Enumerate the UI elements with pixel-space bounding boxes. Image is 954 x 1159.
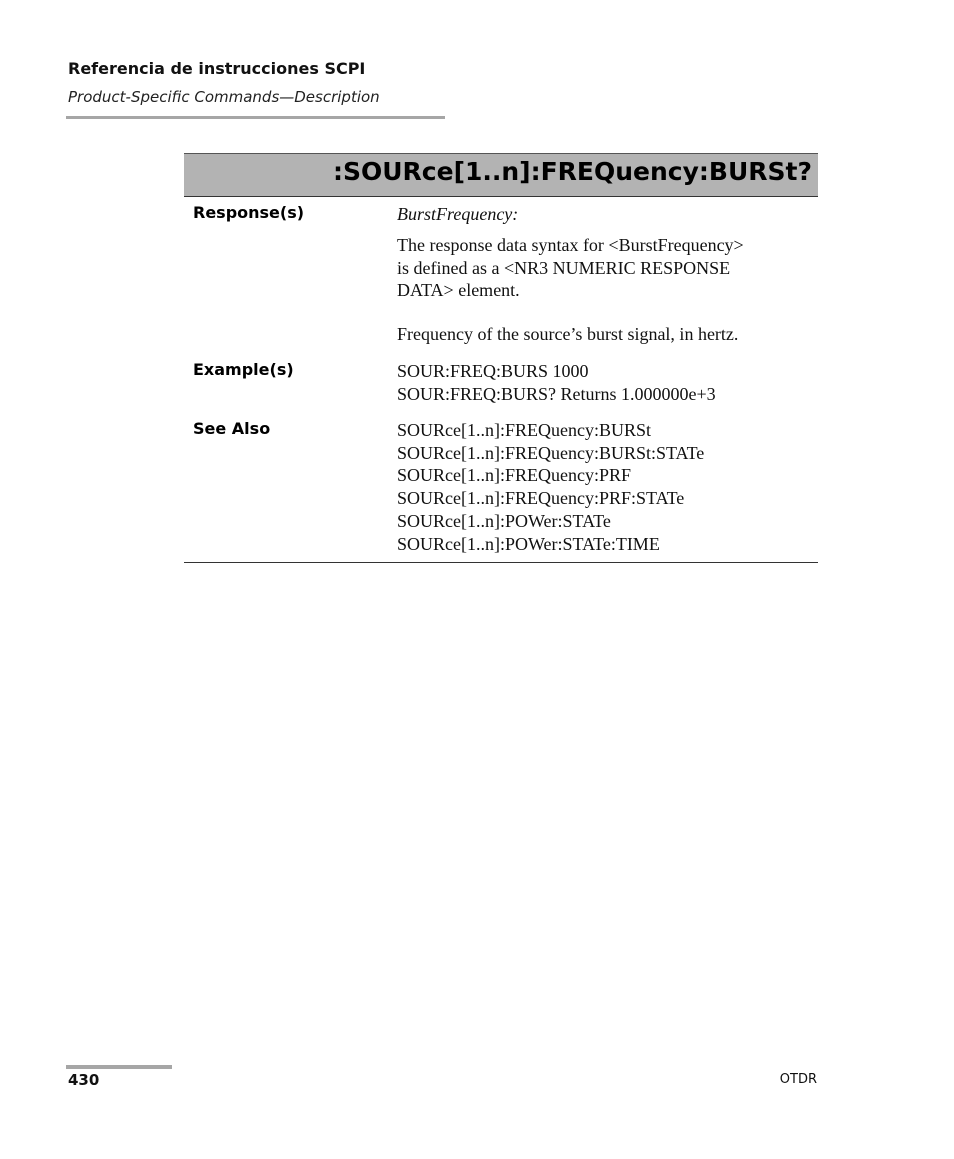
example-line: SOUR:FREQ:BURS 1000 [397,361,589,381]
response-desc-line: is defined as a <NR3 NUMERIC RESPONSE [397,257,731,278]
product-name: OTDR [779,1072,817,1087]
footer-rule [66,1065,172,1069]
header-rule [66,116,445,119]
see-also-item: SOURce[1..n]:FREQuency:BURSt:STATe [397,442,705,463]
response-desc-line: DATA> element. [397,280,520,301]
response-label: Response(s) [193,203,305,222]
see-also-item: SOURce[1..n]:FREQuency:PRF [397,465,631,486]
example-label: Example(s) [193,360,294,379]
running-header-title: Referencia de instrucciones SCPI [68,59,366,78]
command-title-bar [184,153,818,197]
see-also-item: SOURce[1..n]:POWer:STATe [397,510,611,531]
example-lines [397,360,817,405]
command-title: :SOURce[1..n]:FREQuency:BURSt? [332,157,812,186]
example-line: SOUR:FREQ:BURS? Returns 1.000000e+3 [397,383,716,404]
response-description [397,234,817,302]
table-bottom-rule [184,562,818,563]
see-also-item: SOURce[1..n]:FREQuency:BURSt [397,420,651,440]
see-also-item: SOURce[1..n]:FREQuency:PRF:STATe [397,488,685,509]
see-also-item: SOURce[1..n]:POWer:STATe:TIME [397,533,660,554]
response-description-2: Frequency of the source’s burst signal, in hertz. [397,324,739,344]
response-desc-line: The response data syntax for <BurstFrequency> [397,235,744,255]
see-also-list [397,419,817,555]
response-param: BurstFrequency: [397,204,519,224]
running-header-subtitle: Product-Specific Commands—Description [68,88,380,106]
page-number: 430 [68,1071,100,1089]
see-also-label: See Also [193,419,271,438]
